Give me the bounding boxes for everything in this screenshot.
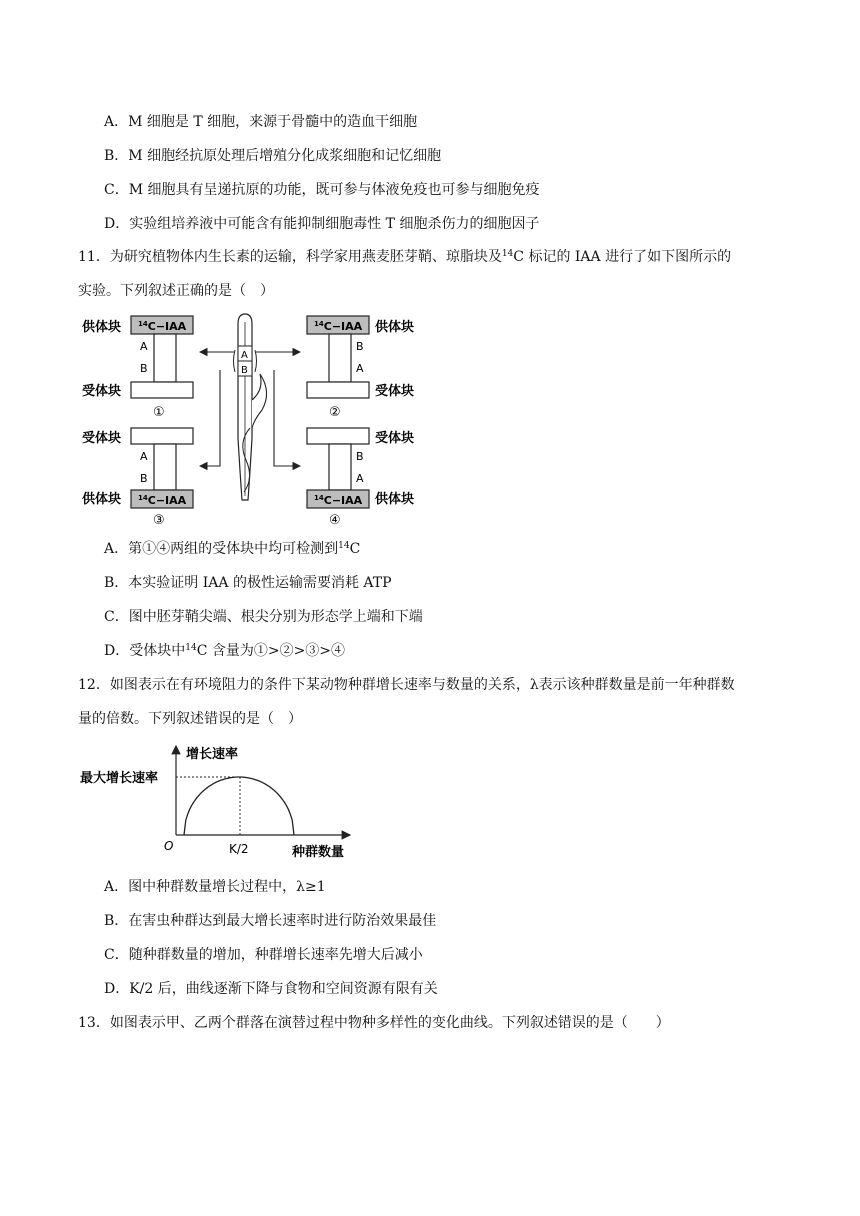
q12-stem-line1: 12．如图表示在有环境阻力的条件下某动物种群增长速率与数量的关系，λ表示该种群数量是前一年种群数 xyxy=(78,677,735,693)
oat-seedling-drawing xyxy=(234,314,267,500)
donor-block-label-4: $^{14}$C−IAA xyxy=(314,494,363,507)
arrow-to-group3 xyxy=(200,370,220,466)
origin-label: O xyxy=(164,839,174,853)
receiver-label-2: 受体块 xyxy=(375,384,415,399)
seg4-a: A xyxy=(356,472,364,485)
q11-stem-line1: 11．为研究植物体内生长素的运输，科学家用燕麦胚芽鞘、琼脂块及$^{14}$C 标记的 IAA 进行了如下图所示的 xyxy=(78,249,732,265)
donor-label-3: 供体块 xyxy=(82,492,122,507)
donor-label-2: 供体块 xyxy=(375,320,415,335)
donor-block-label-1: $^{14}$C−IAA xyxy=(138,320,187,333)
segment-2 xyxy=(329,334,351,382)
x-axis-label: 种群数量 xyxy=(292,845,345,860)
seg1-b: B xyxy=(140,362,148,375)
q11-option-b: B．本实验证明 IAA 的极性运输需要消耗 ATP xyxy=(104,575,392,591)
q13-stem: 13．如图表示甲、乙两个群落在演替过程中物种多样性的变化曲线。下列叙述错误的是（ ） xyxy=(78,1015,670,1031)
seg3-b: B xyxy=(140,472,148,485)
growth-rate-curve xyxy=(184,777,294,835)
x-tick-label: K/2 xyxy=(229,842,249,856)
seg4-b: B xyxy=(356,450,364,463)
segment-3 xyxy=(154,444,176,490)
q12-option-c: C．随种群数量的增加，种群增长速率先增大后减小 xyxy=(104,947,423,963)
q12-option-d: D．K/2 后，曲线逐渐下降与食物和空间资源有限有关 xyxy=(104,981,438,997)
seg1-a: A xyxy=(140,340,148,353)
seg2-a: A xyxy=(356,362,364,375)
arrow-to-group4 xyxy=(274,370,300,466)
receiver-label-1: 受体块 xyxy=(82,384,122,399)
y-tick-label: 最大增长速率 xyxy=(80,771,159,786)
donor-label-4: 供体块 xyxy=(375,492,415,507)
q11-option-c: C．图中胚芽鞘尖端、根尖分别为形态学上端和下端 xyxy=(104,609,423,625)
q10-option-b: B．M 细胞经抗原处理后增殖分化成浆细胞和记忆细胞 xyxy=(104,148,442,164)
q10-option-a: A．M 细胞是 T 细胞，来源于骨髓中的造血干细胞 xyxy=(104,114,418,130)
q11-stem-line2: 实验。下列叙述正确的是（ ） xyxy=(78,283,274,299)
auxin-transport-figure xyxy=(78,310,430,526)
donor-label-1: 供体块 xyxy=(82,320,122,335)
segment-1 xyxy=(154,334,176,382)
q12-stem-line2: 量的倍数。下列叙述错误的是（ ） xyxy=(78,711,302,727)
receiver-label-3: 受体块 xyxy=(82,431,122,446)
y-axis-label: 增长速率 xyxy=(186,747,239,762)
seg2-b: B xyxy=(356,340,364,353)
receiver-block-1 xyxy=(131,382,193,398)
receiver-block-2 xyxy=(307,382,369,398)
seedling-a: A xyxy=(241,350,248,361)
receiver-block-3 xyxy=(131,428,193,444)
donor-block-label-3: $^{14}$C−IAA xyxy=(138,494,187,507)
receiver-label-4: 受体块 xyxy=(375,431,415,446)
q12-option-b: B．在害虫种群达到最大增长速率时进行防治效果最佳 xyxy=(104,913,437,929)
group-number-3: ③ xyxy=(153,513,165,526)
q10-option-c: C．M 细胞具有呈递抗原的功能，既可参与体液免疫也可参与细胞免疫 xyxy=(104,182,540,198)
q11-option-a: A．第①④两组的受体块中均可检测到$^{14}$C xyxy=(104,541,361,557)
receiver-block-4 xyxy=(307,428,369,444)
q11-option-d: D．受体块中$^{14}$C 含量为①>②>③>④ xyxy=(104,643,346,659)
group-number-1: ① xyxy=(153,405,165,420)
group-number-4: ④ xyxy=(329,513,341,526)
q10-option-d: D．实验组培养液中可能含有能抑制细胞毒性 T 细胞杀伤力的细胞因子 xyxy=(104,216,540,232)
seedling-b: B xyxy=(241,365,248,376)
segment-4 xyxy=(329,444,351,490)
q12-option-a: A．图中种群数量增长过程中，λ≥1 xyxy=(104,879,326,895)
group-number-2: ② xyxy=(329,405,341,420)
donor-block-label-2: $^{14}$C−IAA xyxy=(314,320,363,333)
seg3-a: A xyxy=(140,450,148,463)
growth-rate-chart xyxy=(78,740,378,865)
